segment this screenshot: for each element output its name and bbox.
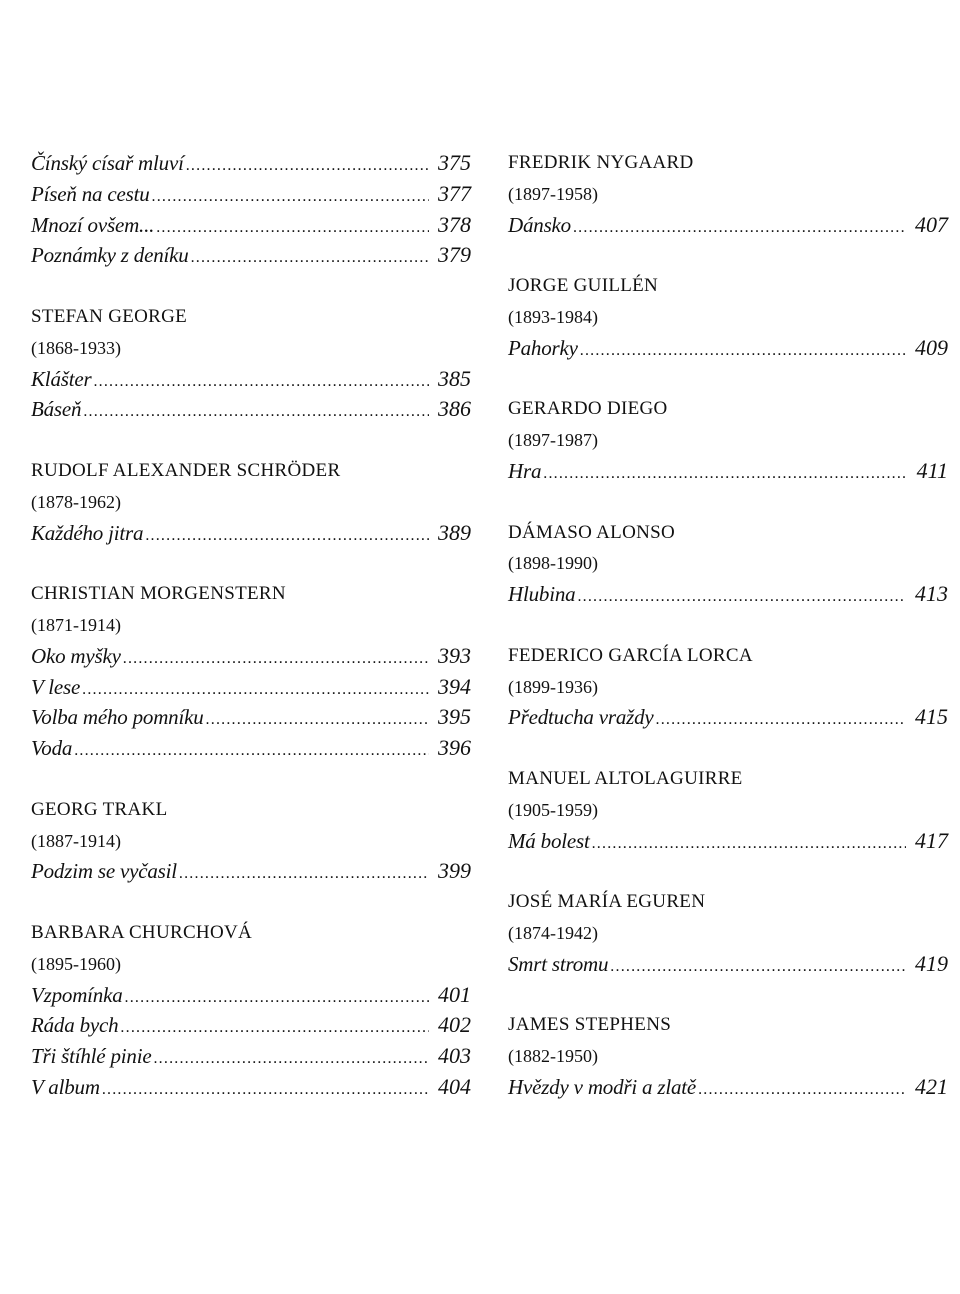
section-spacer bbox=[31, 887, 471, 918]
dot-leader bbox=[573, 213, 906, 244]
section-spacer bbox=[508, 610, 948, 641]
poem-title: V album bbox=[31, 1074, 100, 1099]
dot-leader bbox=[153, 1044, 429, 1075]
author-dates: (1871-1914) bbox=[31, 614, 121, 635]
page-number: 413 bbox=[915, 581, 948, 607]
author-name: GERARDO DIEGO bbox=[508, 398, 668, 420]
dot-leader bbox=[82, 675, 429, 706]
toc-entry[interactable] bbox=[508, 579, 948, 610]
dot-leader bbox=[698, 1075, 906, 1106]
author-dates: (1874-1942) bbox=[508, 922, 598, 943]
toc-entry[interactable] bbox=[31, 240, 471, 271]
poem-title: Pahorky bbox=[508, 335, 578, 360]
page-number: 393 bbox=[438, 642, 471, 668]
poem-title: Smrt stromu bbox=[508, 951, 609, 976]
dot-leader bbox=[610, 952, 906, 983]
page-number: 401 bbox=[438, 981, 471, 1007]
section-spacer bbox=[31, 764, 471, 795]
page-number: 378 bbox=[438, 211, 471, 237]
page-number: 415 bbox=[915, 704, 948, 730]
page-number: 386 bbox=[438, 396, 471, 422]
author-dates: (1897-1958) bbox=[508, 183, 598, 204]
toc-column-right bbox=[508, 148, 948, 1103]
author-name: DÁMASO ALONSO bbox=[508, 521, 676, 543]
toc-entry[interactable] bbox=[31, 179, 471, 210]
author-name: FEDERICO GARCÍA LORCA bbox=[508, 644, 753, 666]
toc-entry[interactable] bbox=[31, 856, 471, 887]
page-number: 389 bbox=[438, 519, 471, 545]
toc-entry[interactable] bbox=[508, 702, 948, 733]
dot-leader bbox=[179, 859, 429, 890]
page-number: 417 bbox=[915, 827, 948, 853]
poem-title: Volba mého pomníku bbox=[31, 705, 204, 730]
page-number: 385 bbox=[438, 365, 471, 391]
dot-leader bbox=[592, 829, 906, 860]
author-name: RUDOLF ALEXANDER SCHRÖDER bbox=[31, 459, 341, 481]
poem-title: Voda bbox=[31, 736, 73, 761]
poem-title: Poznámky z deníku bbox=[31, 243, 189, 268]
page-number: 394 bbox=[438, 673, 471, 699]
page-number: 419 bbox=[915, 950, 948, 976]
author-dates: (1905-1959) bbox=[508, 799, 598, 820]
toc-entry[interactable] bbox=[31, 672, 471, 703]
dot-leader bbox=[191, 243, 429, 274]
author-name: BARBARA CHURCHOVÁ bbox=[31, 921, 253, 943]
dot-leader bbox=[156, 213, 429, 244]
section-spacer bbox=[508, 364, 948, 395]
page-number: 409 bbox=[915, 334, 948, 360]
poem-title: Vzpomínka bbox=[31, 982, 123, 1007]
dot-leader bbox=[120, 1013, 429, 1044]
poem-title: Klášter bbox=[31, 366, 92, 391]
page-number: 407 bbox=[915, 211, 948, 237]
toc-entry[interactable] bbox=[508, 949, 948, 980]
page-number: 411 bbox=[916, 457, 948, 483]
page-number: 377 bbox=[438, 180, 471, 206]
author-dates: (1897-1987) bbox=[508, 430, 598, 451]
author-name: CHRISTIAN MORGENSTERN bbox=[31, 583, 286, 605]
author-dates: (1899-1936) bbox=[508, 676, 598, 697]
poem-title: Ráda bych bbox=[31, 1013, 119, 1038]
section-spacer bbox=[31, 425, 471, 456]
author-name: JOSÉ MARÍA EGUREN bbox=[508, 891, 706, 913]
page-number: 403 bbox=[438, 1043, 471, 1069]
page-number: 396 bbox=[438, 735, 471, 761]
page-number: 375 bbox=[438, 150, 471, 175]
author-dates: (1895-1960) bbox=[31, 953, 121, 974]
dot-leader bbox=[83, 397, 429, 428]
toc-entry[interactable] bbox=[508, 826, 948, 857]
dot-leader bbox=[577, 582, 906, 613]
dot-leader bbox=[543, 459, 906, 490]
dot-leader bbox=[93, 367, 429, 398]
toc-entry[interactable] bbox=[31, 733, 471, 764]
section-spacer bbox=[508, 487, 948, 518]
poem-title: Hlubina bbox=[508, 582, 576, 607]
toc-entry[interactable] bbox=[508, 456, 948, 487]
author-name: GEORG TRAKL bbox=[31, 798, 168, 820]
author-dates: (1887-1914) bbox=[31, 830, 121, 851]
page-number: 379 bbox=[438, 242, 471, 268]
toc-entry[interactable] bbox=[31, 702, 471, 733]
author-name: MANUEL ALTOLAGUIRRE bbox=[508, 767, 743, 789]
toc-entry[interactable] bbox=[31, 518, 471, 549]
toc-entry[interactable] bbox=[31, 364, 471, 395]
page-number: 404 bbox=[438, 1073, 471, 1099]
page-number: 402 bbox=[438, 1012, 471, 1038]
section-spacer bbox=[508, 733, 948, 764]
section-spacer bbox=[508, 980, 948, 1011]
dot-leader bbox=[152, 182, 429, 213]
toc-entry[interactable] bbox=[31, 210, 471, 241]
poem-title: Čínský císař mluví bbox=[31, 151, 184, 175]
dot-leader bbox=[102, 1075, 429, 1106]
toc-entry[interactable] bbox=[508, 210, 948, 241]
poem-title: Podzim se vyčasil bbox=[31, 859, 177, 884]
toc-entry[interactable] bbox=[508, 333, 948, 364]
section-spacer bbox=[31, 548, 471, 579]
toc-column-left bbox=[31, 148, 471, 1103]
toc-entry[interactable] bbox=[31, 1072, 471, 1103]
poem-title: Každého jitra bbox=[31, 520, 144, 545]
poem-title: V lese bbox=[31, 674, 81, 699]
poem-title: Mnozí ovšem... bbox=[31, 212, 155, 237]
author-name: FREDRIK NYGAARD bbox=[508, 152, 694, 173]
poem-title: Tři štíhlé pinie bbox=[31, 1044, 152, 1069]
toc-entry[interactable] bbox=[31, 394, 471, 425]
poem-title: Hvězdy v modři a zlatě bbox=[508, 1074, 697, 1099]
toc-entry[interactable] bbox=[508, 1072, 948, 1103]
author-dates: (1882-1950) bbox=[508, 1046, 598, 1067]
author-name: JORGE GUILLÉN bbox=[508, 275, 659, 297]
poem-title: Hra bbox=[508, 458, 542, 483]
poem-title: Má bolest bbox=[508, 828, 590, 853]
dot-leader bbox=[186, 151, 429, 182]
section-spacer bbox=[508, 240, 948, 271]
author-dates: (1893-1984) bbox=[508, 306, 598, 327]
poem-title: Píseň na cestu bbox=[31, 181, 150, 206]
dot-leader bbox=[145, 521, 429, 552]
dot-leader bbox=[125, 983, 429, 1014]
toc-entry[interactable] bbox=[31, 148, 471, 179]
dot-leader bbox=[656, 705, 906, 736]
dot-leader bbox=[74, 736, 429, 767]
toc-entry[interactable] bbox=[31, 980, 471, 1011]
author-name: JAMES STEPHENS bbox=[508, 1014, 672, 1036]
author-dates: (1898-1990) bbox=[508, 553, 598, 574]
toc-entry[interactable] bbox=[31, 641, 471, 672]
page-number: 421 bbox=[915, 1073, 948, 1099]
page-number: 395 bbox=[438, 704, 471, 730]
dot-leader bbox=[580, 336, 906, 367]
poem-title: Oko myšky bbox=[31, 643, 121, 668]
section-spacer bbox=[508, 856, 948, 887]
author-dates: (1878-1962) bbox=[31, 491, 121, 512]
page-number: 399 bbox=[438, 858, 471, 884]
dot-leader bbox=[206, 705, 429, 736]
author-name: STEFAN GEORGE bbox=[31, 305, 188, 327]
toc-entry[interactable] bbox=[31, 1010, 471, 1041]
poem-title: Dánsko bbox=[508, 212, 571, 237]
section-spacer bbox=[31, 271, 471, 302]
author-dates: (1868-1933) bbox=[31, 337, 121, 358]
poem-title: Báseň bbox=[31, 397, 82, 422]
poem-title: Předtucha vraždy bbox=[508, 705, 654, 730]
toc-entry[interactable] bbox=[31, 1041, 471, 1072]
dot-leader bbox=[123, 644, 429, 675]
